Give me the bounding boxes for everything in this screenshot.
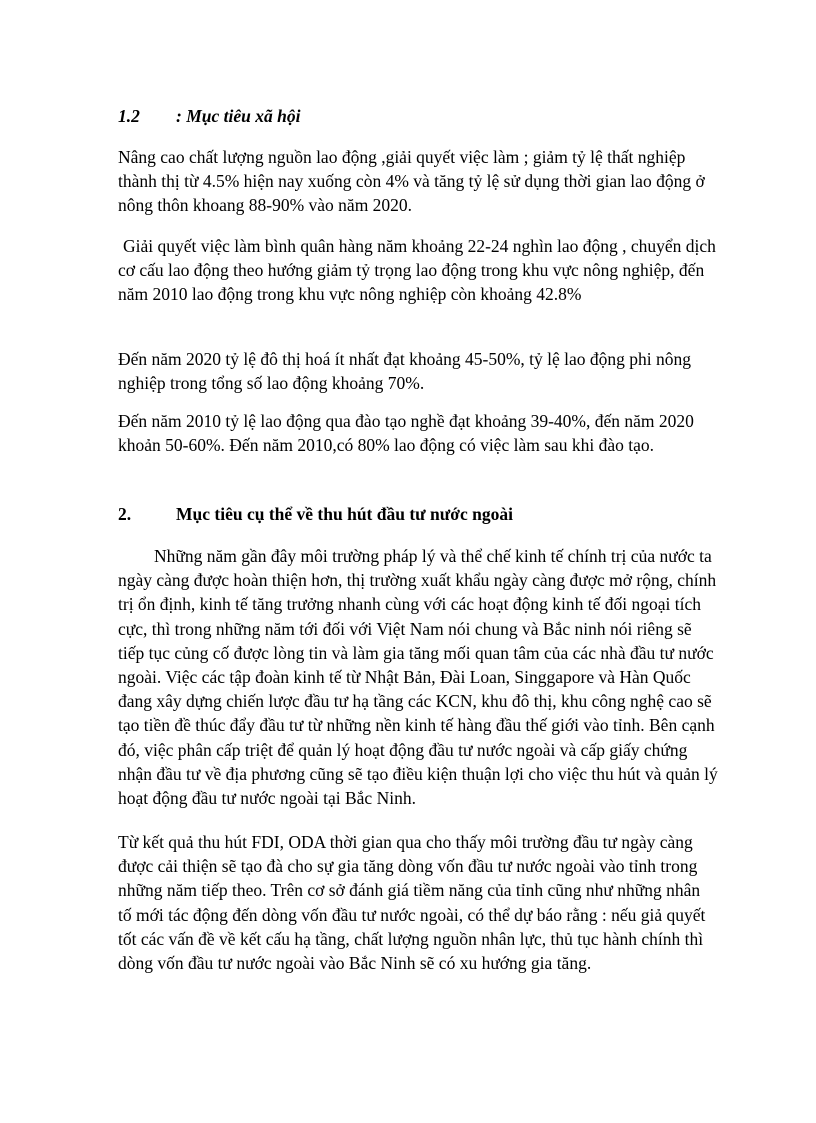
paragraph: Đến năm 2020 tỷ lệ đô thị hoá ít nhất đạt khoảng 45-50%, tỷ lệ lao động phi nông nghiệp trong tổng số lao động khoảng 70%. [118, 349, 692, 394]
paragraph: Những năm gần đây môi trường pháp lý và thể chế kinh tế chính trị của nước ta ngày càng được hoàn thiện hơn, thị trường xuất khẩu ngày càng được mở rộng, chính trị ổn định, kinh tế tăng trưởng nhanh cùng với các hoạt động kinh tế đối ngoại tích cực, thì trong những năm tới đối với Việt Nam nói chung và Bắc ninh nói riêng sẽ tiếp tục củng cố được lòng tin và làm gia tăng mối quan tâm của các nhà đầu tư nước ngoài. Việc các tập đoàn kinh tế từ Nhật Bản, Đài Loan, Singgapore và Hàn Quốc đang xây dựng chiến lược đầu tư hạ tầng các KCN, khu đô thị, khu công nghệ cao sẽ tạo tiền đề thúc đẩy đầu tư từ những nền kinh tế hàng đầu thế giới vào tỉnh. Bên cạnh đó, việc phân cấp triệt để quản lý hoạt động đầu tư nước ngoài và cấp giấy chứng nhận đầu tư về địa phương cũng sẽ tạo điều kiện thuận lợi cho việc thu hút và quản lý hoạt động đầu tư nước ngoài tại Bắc Ninh. [118, 546, 718, 809]
paragraph: Giải quyết việc làm bình quân hàng năm khoảng 22-24 nghìn lao động , chuyển dịch cơ cấu lao động theo hướng giảm tỷ trọng lao động trong khu vực nông nghiệp, đến năm 2010 lao động trong khu vực nông nghiệp còn khoảng 42.8% [118, 236, 716, 305]
section-heading-1-2 [118, 104, 300, 128]
section-number: 1.2 [118, 106, 140, 126]
section-heading-2 [118, 502, 513, 526]
paragraph: Nâng cao chất lượng nguồn lao động ,giải quyết việc làm ; giảm tỷ lệ thất nghiệp thành thị từ 4.5% hiện nay xuống còn 4% và tăng tỷ lệ sử dụng thời gian lao động ở nông thôn khoang 88-90% vào năm 2020. [118, 147, 705, 216]
section-title: : Mục tiêu xã hội [176, 106, 301, 126]
section-number: 2. [118, 504, 132, 524]
section-title: Mục tiêu cụ thể về thu hút đầu tư nước ngoài [176, 504, 513, 524]
paragraph: Từ kết quả thu hút FDI, ODA thời gian qua cho thấy môi trường đầu tư ngày càng được cải thiện sẽ tạo đà cho sự gia tăng dòng vốn đầu tư nước ngoài vào tỉnh trong những năm tiếp theo. Trên cơ sở đánh giá tiềm năng của tỉnh cũng như những nhân tố mới tác động đến dòng vốn đầu tư nước ngoài, có thể dự báo rằng : nếu giả quyết tốt các vấn đề về kết cấu hạ tầng, chất lượng nguồn nhân lực, thủ tục hành chính thì dòng vốn đầu tư nước ngoài vào Bắc Ninh sẽ có xu hướng gia tăng. [118, 832, 706, 974]
paragraph: Đến năm 2010 tỷ lệ lao động qua đào tạo nghề đạt khoảng 39-40%, đến năm 2020 khoản 50-60%. Đến năm 2010,có 80% lao động có việc làm sau khi đào tạo. [118, 411, 694, 456]
